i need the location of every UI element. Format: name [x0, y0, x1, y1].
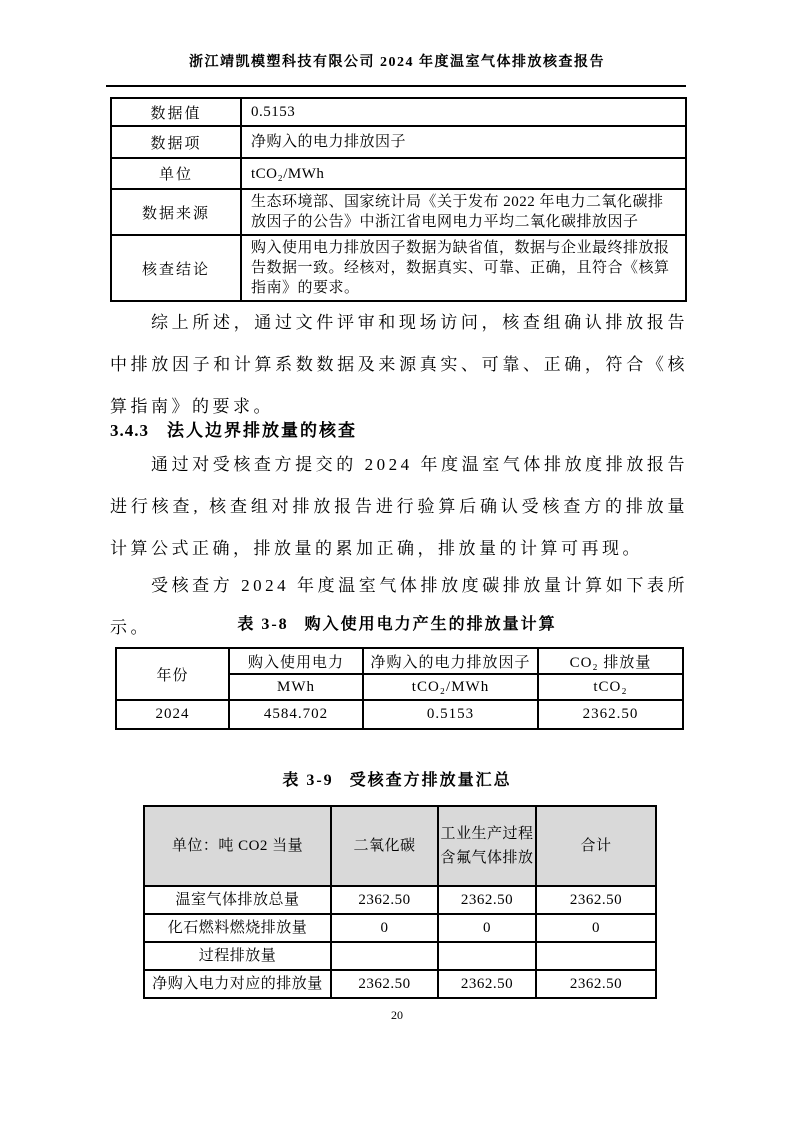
unit-factor: tCO₂/MWh [363, 674, 538, 700]
section-number: 3.4.3 [110, 421, 149, 440]
cell-fossil-co2: 0 [331, 914, 438, 942]
table-row [111, 235, 686, 301]
info-label-unit: 单位 [111, 158, 241, 189]
cell-net-elec-total: 2362.50 [536, 970, 656, 998]
info-label-conclusion: 核查结论 [111, 235, 241, 301]
unit-emission: tCO₂ [538, 674, 683, 700]
table-row [111, 98, 686, 126]
cell-emission: 2362.50 [538, 700, 683, 729]
verification-paragraph: 通过对受核查方提交的 2024 年度温室气体排放度排放报告进行核查, 核查组对排放报告进行验算后确认受核查方的排放量计算公式正确，排放量的累加正确，排放量的计算可再现。 [110, 455, 688, 558]
page-number: 20 [391, 1008, 403, 1022]
cell-year: 2024 [116, 700, 229, 729]
info-value-data-item: 净购入的电力排放因子 [241, 126, 686, 158]
table-intro-paragraph: 受核查方 2024 年度温室气体排放度碳排放量计算如下表所示。 [110, 576, 688, 637]
emission-factor-info-table [110, 97, 687, 302]
cell-net-elec-co2: 2362.50 [331, 970, 438, 998]
info-value-unit: tCO₂/MWh [241, 158, 686, 189]
table-row [111, 189, 686, 235]
info-value-conclusion: 购入使用电力排放因子数据为缺省值，数据与企业最终排放报告数据一致。经核对，数据真实、可靠、正确，且符合《核算指南》的要求。 [241, 235, 686, 301]
table-row [116, 700, 683, 729]
info-label-data-source: 数据来源 [111, 189, 241, 235]
header-total: 合计 [536, 806, 656, 886]
header-co2: 二氧化碳 [331, 806, 438, 886]
table-row [116, 648, 683, 674]
cell-net-elec-fluoride: 2362.50 [438, 970, 536, 998]
row-label-process: 过程排放量 [144, 942, 331, 970]
table-row [144, 942, 656, 970]
cell-factor: 0.5153 [363, 700, 538, 729]
col-header-electricity: 购入使用电力 [229, 648, 363, 674]
cell-fossil-fluoride: 0 [438, 914, 536, 942]
table-3-9-caption [0, 770, 794, 792]
table-3-8-caption [0, 614, 794, 636]
table-row [144, 886, 656, 914]
row-label-total-ghg: 温室气体排放总量 [144, 886, 331, 914]
section-heading-3-4-3 [110, 419, 688, 442]
info-value-data-source: 生态环境部、国家统计局《关于发布 2022 年电力二氧化碳排放因子的公告》中浙江省电网电力平均二氧化碳排放因子 [241, 189, 686, 235]
page-header-title: 浙江靖凯模塑科技有限公司 2024 年度温室气体排放核查报告 [189, 55, 605, 70]
table-3-9-caption-title: 受核查方排放量汇总 [349, 772, 512, 789]
section-title: 法人边界排放量的核查 [167, 421, 357, 440]
col-header-factor: 净购入的电力排放因子 [363, 648, 538, 674]
table-3-8-caption-label: 表 3-8 [237, 616, 289, 633]
table-row [111, 126, 686, 158]
table-row [144, 970, 656, 998]
info-label-data-value: 数据值 [111, 98, 241, 126]
table-header-row [144, 806, 656, 886]
info-label-data-item: 数据项 [111, 126, 241, 158]
cell-total-ghg-co2: 2362.50 [331, 886, 438, 914]
col-header-year: 年份 [116, 648, 229, 700]
table-3-9-caption-label: 表 3-9 [282, 772, 334, 789]
cell-fossil-total: 0 [536, 914, 656, 942]
info-value-data-value: 0.5153 [241, 98, 686, 126]
header-unit: 单位：吨 CO2 当量 [144, 806, 331, 886]
table-row [111, 158, 686, 189]
cell-process-co2 [331, 942, 438, 970]
table-row [144, 914, 656, 942]
summary-paragraph: 综上所述，通过文件评审和现场访问，核查组确认排放报告中排放因子和计算系数数据及来源真实、可靠、正确，符合《核算指南》的要求。 [110, 313, 688, 416]
table-3-8-electricity-emission [115, 647, 684, 730]
cell-total-ghg-total: 2362.50 [536, 886, 656, 914]
cell-process-fluoride [438, 942, 536, 970]
row-label-net-electricity: 净购入电力对应的排放量 [144, 970, 331, 998]
cell-electricity: 4584.702 [229, 700, 363, 729]
unit-electricity: MWh [229, 674, 363, 700]
col-header-emission: CO₂ 排放量 [538, 648, 683, 674]
table-3-8-caption-title: 购入使用电力产生的排放量计算 [304, 616, 557, 633]
table-3-9-emission-summary [143, 805, 657, 999]
row-label-fossil-fuel: 化石燃料燃烧排放量 [144, 914, 331, 942]
header-fluoride-gas: 工业生产过程含氟气体排放 [438, 806, 536, 886]
header-rule [106, 85, 686, 87]
cell-process-total [536, 942, 656, 970]
cell-total-ghg-fluoride: 2362.50 [438, 886, 536, 914]
